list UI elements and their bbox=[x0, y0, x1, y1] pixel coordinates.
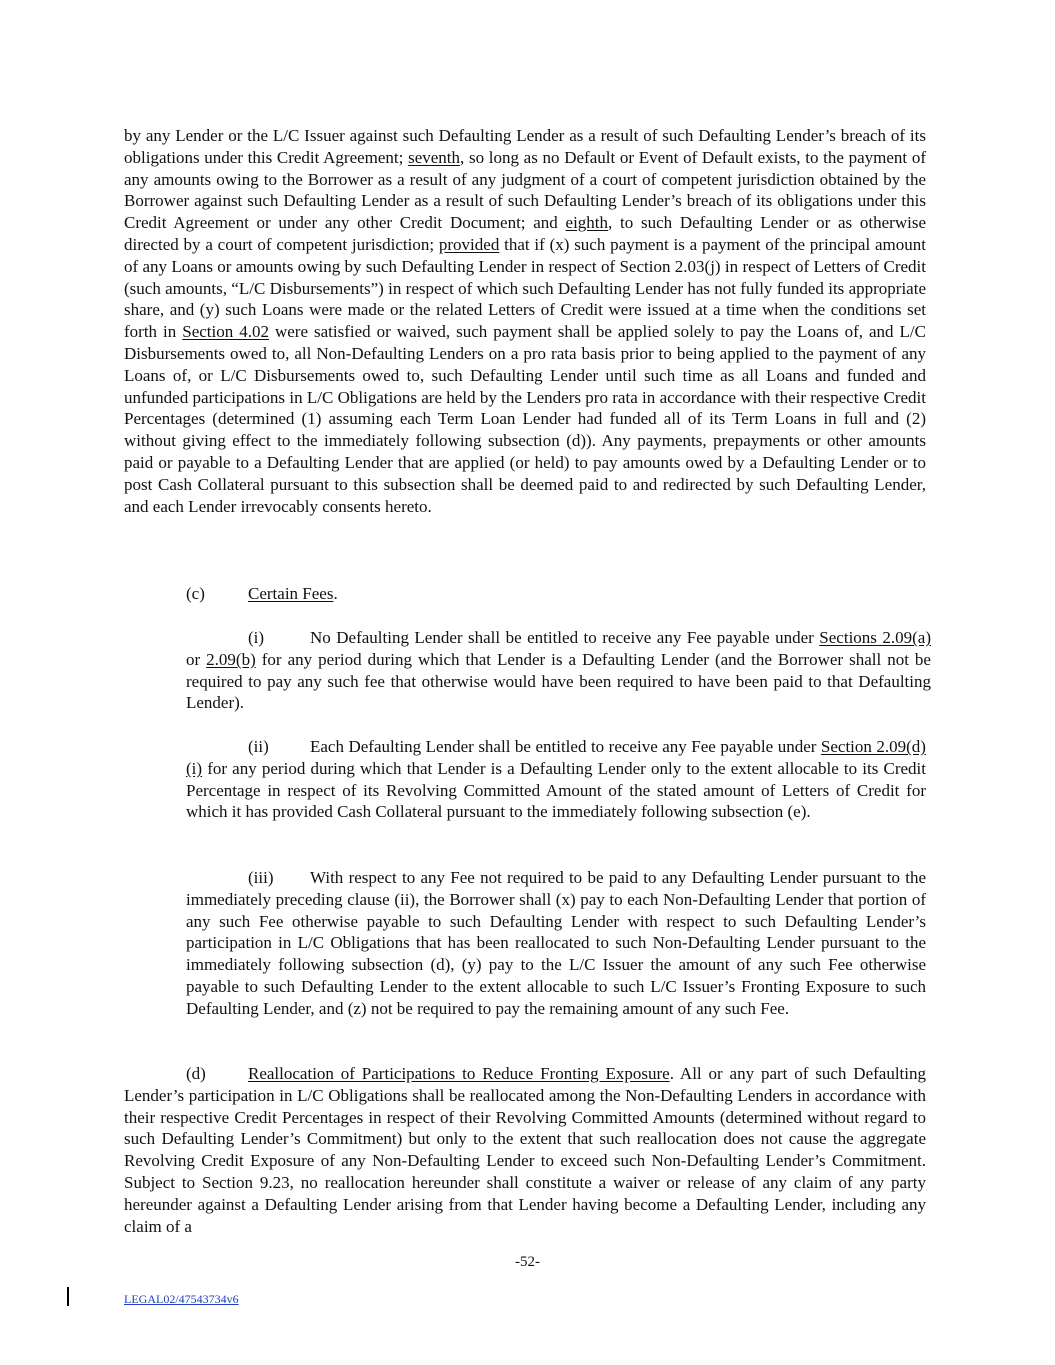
section-c-label: (c) bbox=[186, 584, 205, 603]
section-d-label: (d) bbox=[186, 1064, 206, 1083]
clause-ii-text-1: Each Defaulting Lender shall be entitled to receive any Fee payable under bbox=[310, 737, 821, 756]
clause-i bbox=[186, 627, 931, 714]
clause-i-label: (i) bbox=[248, 628, 265, 647]
clause-i-text-1: No Defaulting Lender shall be entitled to receive any Fee payable under bbox=[310, 628, 820, 647]
section-d-title: Reallocation of Participations to Reduce Fronting Exposure bbox=[248, 1064, 670, 1083]
para1-text-4: that if (x) such payment is a payment of the principal amount of any Loans or amounts owing by such Defaulting Lender in respect of Section 2.03(j) in respect of Letters of Credit (such amounts, “L/C Disbursements”) in respect of which such Defaulting Lender has not fully funded its appropriate share, and (y) such Loans were made or the related Letters of Credit were issued at a time when the conditions set forth in bbox=[124, 234, 926, 342]
clause-ii-text-2: for any period during which that Lender is a Defaulting Lender only to the extent allocable to its Credit Percentage in respect of its Revolving Committed Amount of the stated amount of Letters of Credit for which it has provided Cash Collateral pursuant to the immediately following subsection (e). bbox=[186, 758, 926, 822]
section-d-text: . All or any part of such Defaulting Lender’s participation in L/C Obligations shall be reallocated among the Non-Defaulting Lenders in accordance with their respective Credit Percentages in respect of their Revolving Committed Amounts (determined without regard to such Defaulting Lender’s Commitment) but only to the extent that such reallocation does not cause the aggregate Revolving Credit Exposure of any Non-Defaulting Lender to exceed such Non-Defaulting Lender’s Commitment. Subject to Section 9.23, no reallocation hereunder shall constitute a waiver or release of any claim of any party hereunder against a Defaulting Lender arising from that Lender having become a Defaulting Lender, including any claim of a bbox=[124, 1064, 926, 1236]
xref-section-2-09-d-i: Section 2.09(d)(i) bbox=[186, 737, 926, 778]
clause-i-text-2: or bbox=[186, 649, 207, 669]
document-id: LEGAL02/47543734v6 bbox=[124, 1292, 239, 1306]
page-number: -52- bbox=[515, 1254, 540, 1270]
clause-ii-label: (ii) bbox=[248, 737, 269, 756]
term-eighth: eighth bbox=[565, 213, 609, 233]
section-c-heading bbox=[186, 583, 926, 605]
para1-text-1: by any Lender or the L/C Issuer against such Defaulting Lender as a result of such Defaulting Lender’s breach of its obligations under this Credit Agreement; bbox=[124, 126, 926, 167]
clause-iii-label: (iii) bbox=[248, 868, 274, 887]
term-seventh: seventh bbox=[408, 147, 461, 167]
paragraph-waterfall-continued bbox=[124, 125, 926, 517]
section-c-title: Certain Fees bbox=[248, 584, 334, 603]
para1-text-3: , to such Defaulting Lender or as otherwise directed by a court of competent jurisdiction; bbox=[124, 213, 926, 254]
section-d bbox=[124, 1063, 926, 1237]
xref-sections-2-09-a: Sections 2.09(a) bbox=[819, 628, 931, 647]
xref-section-4-02: Section 4.02 bbox=[182, 322, 269, 342]
clause-ii bbox=[186, 736, 926, 823]
para1-text-5: were satisfied or waived, such payment shall be applied solely to pay the Loans of, and L/C Disbursements owed to, all Non-Defaulting Lenders on a pro rata basis prior to being applied to the payment of any Loans of, or L/C Disbursements owed to, such Defaulting Lender until such time as all Loans and funded and unfunded participations in L/C Obligations are held by the Lenders pro rata in accordance with their respective Credit Percentages (determined (1) assuming each Term Loan Lender had funded all of its Term Loans in full and (2) without giving effect to the immediately following subsection (d)). Any payments, prepayments or other amounts paid or payable to a Defaulting Lender that are applied (or held) to pay amounts owed by a Defaulting Lender or to post Cash Collateral pursuant to this subsection shall be deemed paid to and redirected by such Defaulting Lender, and each Lender irrevocably consents hereto. bbox=[124, 322, 926, 516]
clause-iii bbox=[186, 867, 926, 1020]
xref-2-09-b: 2.09(b) bbox=[206, 649, 256, 669]
change-bar bbox=[67, 1287, 69, 1306]
term-provided: provided bbox=[438, 234, 500, 254]
para1-text-2: , so long as no Default or Event of Default exists, to the payment of any amounts owing to the Borrower as a result of any judgment of a court of competent jurisdiction obtained by the Borrower against such Defaulting Lender as a result of such Defaulting Lender’s breach of its obligations under this Credit Agreement or under any other Credit Document; and bbox=[124, 147, 927, 233]
clause-i-text-3: for any period during which that Lender is a Defaulting Lender (and the Borrower shall not be required to pay any such fee that otherwise would have been required to have been paid to that Defaulting Lender). bbox=[186, 649, 931, 713]
clause-iii-text: With respect to any Fee not required to be paid to any Defaulting Lender pursuant to the immediately preceding clause (ii), the Borrower shall (x) pay to each Non-Defaulting Lender that portion of any such Fee otherwise payable to such Defaulting Lender with respect to such Defaulting Lender’s participation in L/C Obligations that has been reallocated to such Non-Defaulting Lender pursuant to the immediately following subsection (d), (y) pay to the L/C Issuer the amount of any such Fee otherwise payable to such Defaulting Lender to the extent allocable to such L/C Issuer’s Fronting Exposure to such Defaulting Lender, and (z) not be required to pay the remaining amount of any such Fee. bbox=[186, 868, 926, 1018]
section-c-title-end: . bbox=[333, 584, 338, 603]
